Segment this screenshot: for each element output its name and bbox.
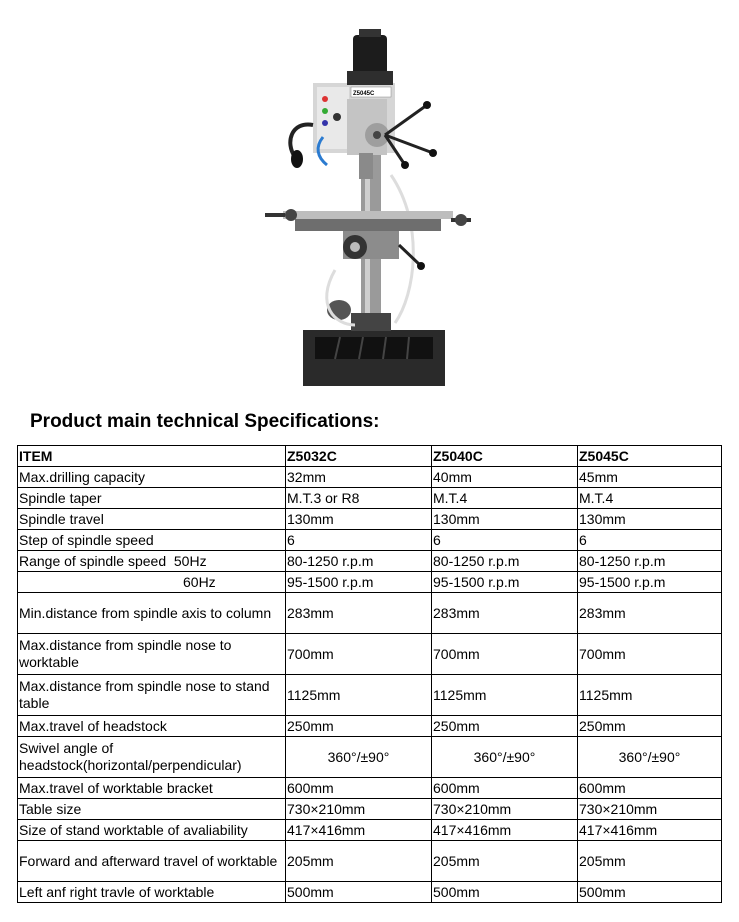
spec-value: M.T.4 — [432, 488, 578, 509]
spec-value: 40mm — [432, 467, 578, 488]
spec-value: 283mm — [578, 593, 722, 634]
header-model: Z5040C — [432, 446, 578, 467]
spec-value: M.T.4 — [578, 488, 722, 509]
spec-name: Spindle taper — [18, 488, 286, 509]
spec-value: 80-1250 r.p.m — [432, 551, 578, 572]
spec-name: Max.distance from spindle nose to worktable — [18, 634, 286, 675]
header-model: Z5032C — [286, 446, 432, 467]
table-row — [18, 509, 722, 530]
table-row — [18, 737, 722, 778]
drill-press-photo — [255, 25, 485, 395]
spec-name: Spindle travel — [18, 509, 286, 530]
spec-value: 600mm — [578, 778, 722, 799]
spec-value: 730×210mm — [432, 799, 578, 820]
table-header-row — [18, 446, 722, 467]
table-row — [18, 530, 722, 551]
spec-value: 6 — [578, 530, 722, 551]
table-row — [18, 799, 722, 820]
spec-name: Max.travel of headstock — [18, 716, 286, 737]
spec-value: 130mm — [578, 509, 722, 530]
spec-value: 250mm — [432, 716, 578, 737]
svg-text:Z5045C: Z5045C — [353, 91, 375, 97]
spec-name: Max.drilling capacity — [18, 467, 286, 488]
spec-value: 730×210mm — [578, 799, 722, 820]
spec-value: 600mm — [432, 778, 578, 799]
spec-value: 360°/±90° — [286, 737, 432, 778]
spec-value: 500mm — [432, 882, 578, 903]
table-row — [18, 778, 722, 799]
spec-value: 250mm — [578, 716, 722, 737]
spec-value: 283mm — [432, 593, 578, 634]
spec-value: 205mm — [432, 841, 578, 882]
spec-name: 60Hz — [18, 572, 286, 593]
header-model: Z5045C — [578, 446, 722, 467]
header-item: ITEM — [18, 446, 286, 467]
spec-name: Size of stand worktable of avaliability — [18, 820, 286, 841]
spec-value: 700mm — [286, 634, 432, 675]
spec-value: 95-1500 r.p.m — [432, 572, 578, 593]
spec-value: 130mm — [432, 509, 578, 530]
spec-value: 1125mm — [286, 675, 432, 716]
spec-value: 417×416mm — [578, 820, 722, 841]
spec-name: Max.distance from spindle nose to stand table — [18, 675, 286, 716]
spec-name: Step of spindle speed — [18, 530, 286, 551]
table-row — [18, 675, 722, 716]
spec-value: 700mm — [432, 634, 578, 675]
spec-value: 417×416mm — [286, 820, 432, 841]
spec-name: Forward and afterward travel of worktable — [18, 841, 286, 882]
spec-value: 205mm — [286, 841, 432, 882]
spec-name: Left anf right travle of worktable — [18, 882, 286, 903]
spec-value: 360°/±90° — [578, 737, 722, 778]
spec-value: 205mm — [578, 841, 722, 882]
table-row — [18, 551, 722, 572]
spec-value: 32mm — [286, 467, 432, 488]
spec-value: 500mm — [286, 882, 432, 903]
spec-value: 45mm — [578, 467, 722, 488]
spec-value: 730×210mm — [286, 799, 432, 820]
spec-value: 360°/±90° — [432, 737, 578, 778]
spec-value: 417×416mm — [432, 820, 578, 841]
spec-value: 600mm — [286, 778, 432, 799]
spec-value: 1125mm — [578, 675, 722, 716]
spec-name: Swivel angle of headstock(horizontal/perpendicular) — [18, 737, 286, 778]
table-row — [18, 634, 722, 675]
spec-value: 250mm — [286, 716, 432, 737]
table-row — [18, 572, 722, 593]
table-row — [18, 488, 722, 509]
table-row — [18, 593, 722, 634]
spec-value: M.T.3 or R8 — [286, 488, 432, 509]
spec-name: Max.travel of worktable bracket — [18, 778, 286, 799]
spec-value: 130mm — [286, 509, 432, 530]
spec-name: Table size — [18, 799, 286, 820]
spec-value: 95-1500 r.p.m — [286, 572, 432, 593]
spec-value: 500mm — [578, 882, 722, 903]
spec-value: 80-1250 r.p.m — [286, 551, 432, 572]
table-row — [18, 820, 722, 841]
table-row — [18, 716, 722, 737]
spec-value: 700mm — [578, 634, 722, 675]
spec-value: 283mm — [286, 593, 432, 634]
spec-value: 6 — [286, 530, 432, 551]
table-row — [18, 841, 722, 882]
spec-value: 95-1500 r.p.m — [578, 572, 722, 593]
spec-name: Range of spindle speed 50Hz — [18, 551, 286, 572]
table-row — [18, 467, 722, 488]
table-row — [18, 882, 722, 903]
spec-value: 6 — [432, 530, 578, 551]
spec-value: 1125mm — [432, 675, 578, 716]
spec-name: Min.distance from spindle axis to column — [18, 593, 286, 634]
spec-table — [17, 445, 722, 903]
spec-value: 80-1250 r.p.m — [578, 551, 722, 572]
page-title: Product main technical Specifications: — [30, 411, 380, 432]
